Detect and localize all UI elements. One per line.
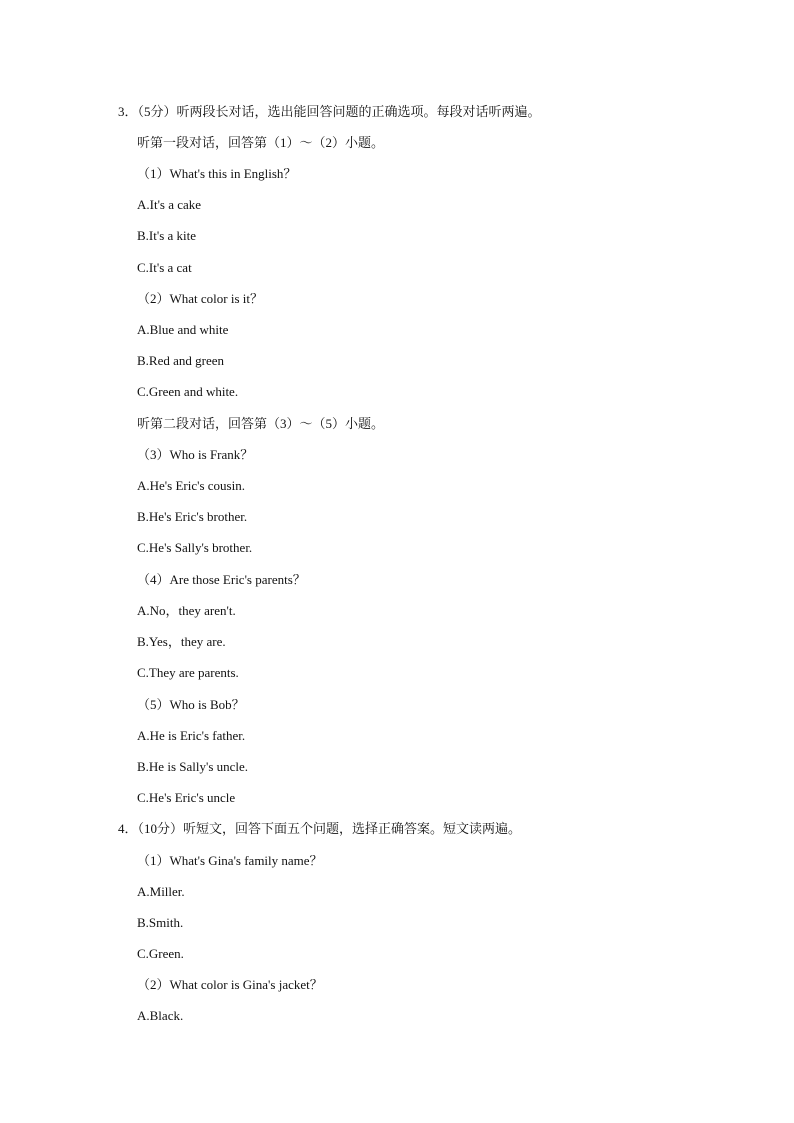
q3-sub1-question: （1）What's this in English？ — [137, 166, 297, 181]
dialogue-1-intro: 听第一段对话，回答第（1）～（2）小题。 — [137, 135, 385, 150]
q4-sub2-question: （2）What color is Gina's jacket？ — [137, 977, 323, 992]
question-4-header: 4．（10分）听短文，回答下面五个问题，选择正确答案。短文读两遍。 — [118, 821, 522, 836]
q3-sub4-option-b: B.Yes，they are. — [137, 634, 226, 649]
q4-sub1-option-b: B.Smith. — [137, 915, 184, 930]
q3-sub4-option-c: C.They are parents. — [137, 665, 239, 680]
q3-sub5-question: （5）Who is Bob？ — [137, 697, 245, 712]
question-3-header: 3．（5分）听两段长对话，选出能回答问题的正确选项。每段对话听两遍。 — [118, 104, 541, 119]
q3-sub3-question: （3）Who is Frank？ — [137, 447, 254, 462]
q3-sub5-option-a: A.He is Eric's father. — [137, 728, 246, 743]
q3-sub1-option-b: B.It's a kite — [137, 228, 197, 243]
q3-sub5-option-c: C.He's Eric's uncle — [137, 790, 236, 805]
q3-sub4-question: （4）Are those Eric's parents？ — [137, 572, 306, 587]
q4-sub1-question: （1）What's Gina's family name？ — [137, 853, 323, 868]
q3-sub3-option-c: C.He's Sally's brother. — [137, 540, 253, 555]
q3-sub1-option-a: A.It's a cake — [137, 197, 202, 212]
q3-sub4-option-a: A.No，they aren't. — [137, 603, 236, 618]
q3-sub5-option-b: B.He is Sally's uncle. — [137, 759, 249, 774]
q4-sub1-option-a: A.Miller. — [137, 884, 185, 899]
q3-sub2-option-c: C.Green and white. — [137, 384, 239, 399]
q3-sub2-option-b: B.Red and green — [137, 353, 225, 368]
q3-sub1-option-c: C.It's a cat — [137, 260, 192, 275]
dialogue-2-intro: 听第二段对话，回答第（3）～（5）小题。 — [137, 416, 385, 431]
q3-sub2-question: （2）What color is it？ — [137, 291, 264, 306]
q3-sub3-option-b: B.He's Eric's brother. — [137, 509, 248, 524]
q4-sub1-option-c: C.Green. — [137, 946, 184, 961]
q4-sub2-option-a: A.Black. — [137, 1008, 184, 1023]
q3-sub3-option-a: A.He's Eric's cousin. — [137, 478, 245, 493]
q3-sub2-option-a: A.Blue and white — [137, 322, 229, 337]
